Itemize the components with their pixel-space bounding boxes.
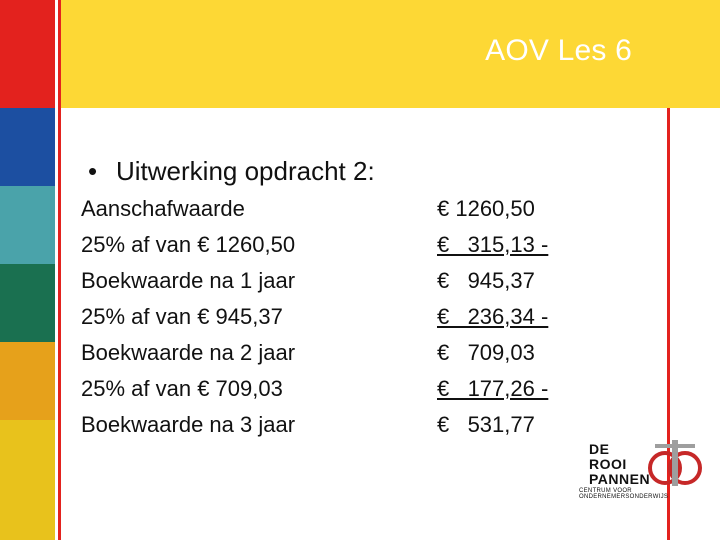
calc-label: Aanschafwaarde <box>81 196 245 221</box>
calc-label: 25% af van € 1260,50 <box>81 232 296 257</box>
side-stripe-blue <box>0 108 55 186</box>
calc-row <box>0 376 720 412</box>
calc-value: € 709,03 <box>437 340 535 365</box>
heading-text: Uitwerking opdracht 2: <box>116 156 375 186</box>
logo-wordmark <box>589 442 650 487</box>
calc-row <box>0 232 720 268</box>
calc-label: Boekwaarde na 1 jaar <box>81 268 296 293</box>
calc-value: € 945,37 <box>437 268 535 293</box>
calc-value: € 531,77 <box>437 412 535 437</box>
de-rooi-pannen-logo <box>575 438 710 500</box>
content-heading <box>88 156 375 187</box>
logo-line: ROOI <box>589 456 627 472</box>
logo-line: PANNEN <box>589 471 651 487</box>
calc-label: 25% af van € 945,37 <box>81 304 283 329</box>
logo-mark-icon <box>645 438 705 488</box>
calc-label: Boekwaarde na 3 jaar <box>81 412 296 437</box>
side-stripe-red <box>0 0 55 108</box>
logo-line: DE <box>589 441 610 457</box>
calc-value: € 236,34 - <box>437 304 549 329</box>
calc-label: 25% af van € 709,03 <box>81 376 283 401</box>
bullet-icon: • <box>88 156 98 186</box>
calc-value: € 177,26 - <box>437 376 549 401</box>
calc-value: € 1260,50 <box>437 196 535 221</box>
calc-value: € 315,13 - <box>437 232 549 257</box>
calc-row <box>0 304 720 340</box>
calc-row <box>0 340 720 376</box>
calc-label: Boekwaarde na 2 jaar <box>81 340 296 365</box>
logo-tagline: CENTRUM VOOR ONDERNEMERSONDERWIJS <box>579 488 669 500</box>
calc-row <box>0 196 720 232</box>
calc-row <box>0 268 720 304</box>
slide-title: AOV Les 6 <box>485 34 632 67</box>
